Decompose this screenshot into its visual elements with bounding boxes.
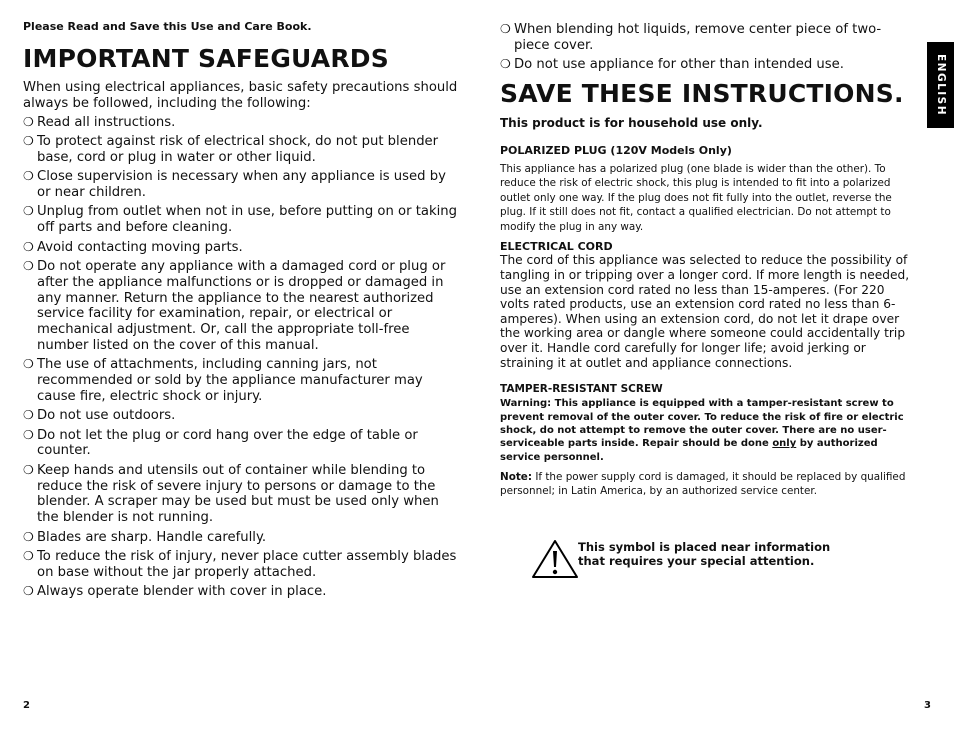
bullet-circle-icon: ❍ xyxy=(23,114,34,129)
bullet-circle-icon: ❍ xyxy=(23,258,34,273)
save-instructions-title: SAVE THESE INSTRUCTIONS. xyxy=(500,78,904,108)
bullet-circle-icon: ❍ xyxy=(23,408,34,423)
bullet-circle-icon: ❍ xyxy=(23,462,34,477)
safeguards-list xyxy=(23,115,458,600)
list-item xyxy=(500,22,912,54)
list-item-text: To reduce the risk of injury, never place cutter assembly blades on base without the jar properly attached. xyxy=(37,549,457,580)
language-tab-label: ENGLISH xyxy=(934,53,947,117)
bullet-circle-icon: ❍ xyxy=(500,57,511,72)
bullet-circle-icon: ❍ xyxy=(23,239,34,254)
note-label: Note: xyxy=(500,471,533,484)
list-item xyxy=(23,240,458,256)
list-item-text: Do not use outdoors. xyxy=(37,408,176,424)
screw-heading: TAMPER-RESISTANT SCREW xyxy=(500,383,663,396)
list-item xyxy=(23,259,458,354)
list-item xyxy=(23,134,458,166)
bullet-circle-icon: ❍ xyxy=(23,204,34,219)
bullet-circle-icon: ❍ xyxy=(23,357,34,372)
left-page xyxy=(23,44,458,604)
language-tab xyxy=(927,42,954,128)
bullet-circle-icon: ❍ xyxy=(23,549,34,564)
list-item-text: Read all instructions. xyxy=(37,114,176,130)
list-item-text: Do not let the plug or cord hang over the edge of table or counter. xyxy=(37,427,418,459)
polarized-heading: POLARIZED PLUG (120V Models Only) xyxy=(500,143,732,157)
bullet-circle-icon: ❍ xyxy=(23,529,34,544)
intro-text: When using electrical appliances, basic safety precautions should always be followed, including the following: xyxy=(23,80,458,111)
bullet-circle-icon: ❍ xyxy=(23,169,34,184)
header-note: Please Read and Save this Use and Care Book. xyxy=(23,20,312,33)
symbol-explanation: This symbol is placed near information that requires your special attention. xyxy=(578,540,831,568)
screw-text-underlined: only xyxy=(772,438,797,450)
list-item xyxy=(23,463,458,526)
right-page xyxy=(500,22,912,498)
list-item-text: Do not operate any appliance with a damaged cord or plug or after the appliance malfunctions or is dropped or damaged in any manner. Return the appliance to the nearest authorized service facility for examination, repair, or electrical or mechanical adjustment. Or, call the appropriate toll-free number listed on the cover of this manual. xyxy=(37,258,446,353)
list-item-text: The use of attachments, including canning jars, not recommended or sold by the appliance manufacturer may cause fire, electric shock or injury. xyxy=(37,357,423,404)
bullet-circle-icon: ❍ xyxy=(23,133,34,148)
list-item xyxy=(23,549,458,581)
list-item-text: Unplug from outlet when not in use, before putting on or taking off parts and before cleaning. xyxy=(37,204,457,236)
list-item-text: When blending hot liquids, remove center piece of two-piece cover. xyxy=(514,22,882,53)
bullet-circle-icon: ❍ xyxy=(23,584,34,599)
list-item xyxy=(23,169,458,201)
note-text xyxy=(500,471,912,498)
list-item-text: Avoid contacting moving parts. xyxy=(37,239,243,255)
polarized-text: This appliance has a polarized plug (one blade is wider than the other). To reduce the risk of electric shock, this plug is intended to fit into a polarized outlet only one way. If the plug does not fit fully into the outlet, reverse the plug. If it still does not fit, contact a qualified electrician. Do not attempt to modify the plug in any way. xyxy=(500,162,892,233)
list-item xyxy=(23,357,458,404)
list-item-text: Close supervision is necessary when any appliance is used by or near children. xyxy=(37,169,446,200)
list-item-text: Always operate blender with cover in place. xyxy=(37,584,327,600)
list-item xyxy=(23,584,458,600)
bullet-circle-icon: ❍ xyxy=(500,22,511,36)
page-number-left: 2 xyxy=(23,700,30,711)
note-body: If the power supply cord is damaged, it should be replaced by qualified personnel; in Latin America, by an authorized service center. xyxy=(500,471,906,497)
safeguards-title: IMPORTANT SAFEGUARDS xyxy=(23,44,389,73)
screw-text-before: Warning: This appliance is equipped with a tamper-resistant screw to prevent removal of the outer cover. To reduce the risk of fire or electric shock, do not attempt to remove the outer cover. There are no user-serviceable parts inside. Repair should be done xyxy=(500,398,904,450)
safeguards-list-continued xyxy=(500,22,912,73)
list-item xyxy=(23,115,458,131)
cord-text: The cord of this appliance was selected to reduce the possibility of tangling in or tripping over a longer cord. If more length is needed, use an extension cord rated no less than 15-amperes. (For 220 volts rated products, use an extension cord rated no less than 6-amperes). When using an extension cord, do not let it drape over the working area or dangle where someone could accidentally trip over it. Handle cord carefully for longer life; avoid jerking or straining it at outlet and appliance connections. xyxy=(500,253,910,370)
household-note: This product is for household use only. xyxy=(500,115,763,130)
page-number-right: 3 xyxy=(924,700,931,711)
list-item xyxy=(500,57,912,73)
bullet-circle-icon: ❍ xyxy=(23,427,34,442)
list-item xyxy=(23,530,458,546)
list-item xyxy=(23,204,458,236)
screw-warning-text xyxy=(500,397,912,464)
cord-heading: ELECTRICAL CORD xyxy=(500,240,613,254)
screw-text-after: by authorized service personnel. xyxy=(500,438,878,463)
list-item-text: Blades are sharp. Handle carefully. xyxy=(37,529,267,545)
warning-triangle-icon xyxy=(531,539,579,579)
list-item-text: Do not use appliance for other than intended use. xyxy=(514,57,844,73)
list-item xyxy=(23,408,458,424)
list-item xyxy=(23,428,458,460)
list-item-text: To protect against risk of electrical shock, do not put blender base, cord or plug in water or other liquid. xyxy=(37,133,439,165)
list-item-text: Keep hands and utensils out of container while blending to reduce the risk of severe injury to persons or damage to the blender. A scraper may be used but must be used only when the blender is not running. xyxy=(37,462,439,526)
